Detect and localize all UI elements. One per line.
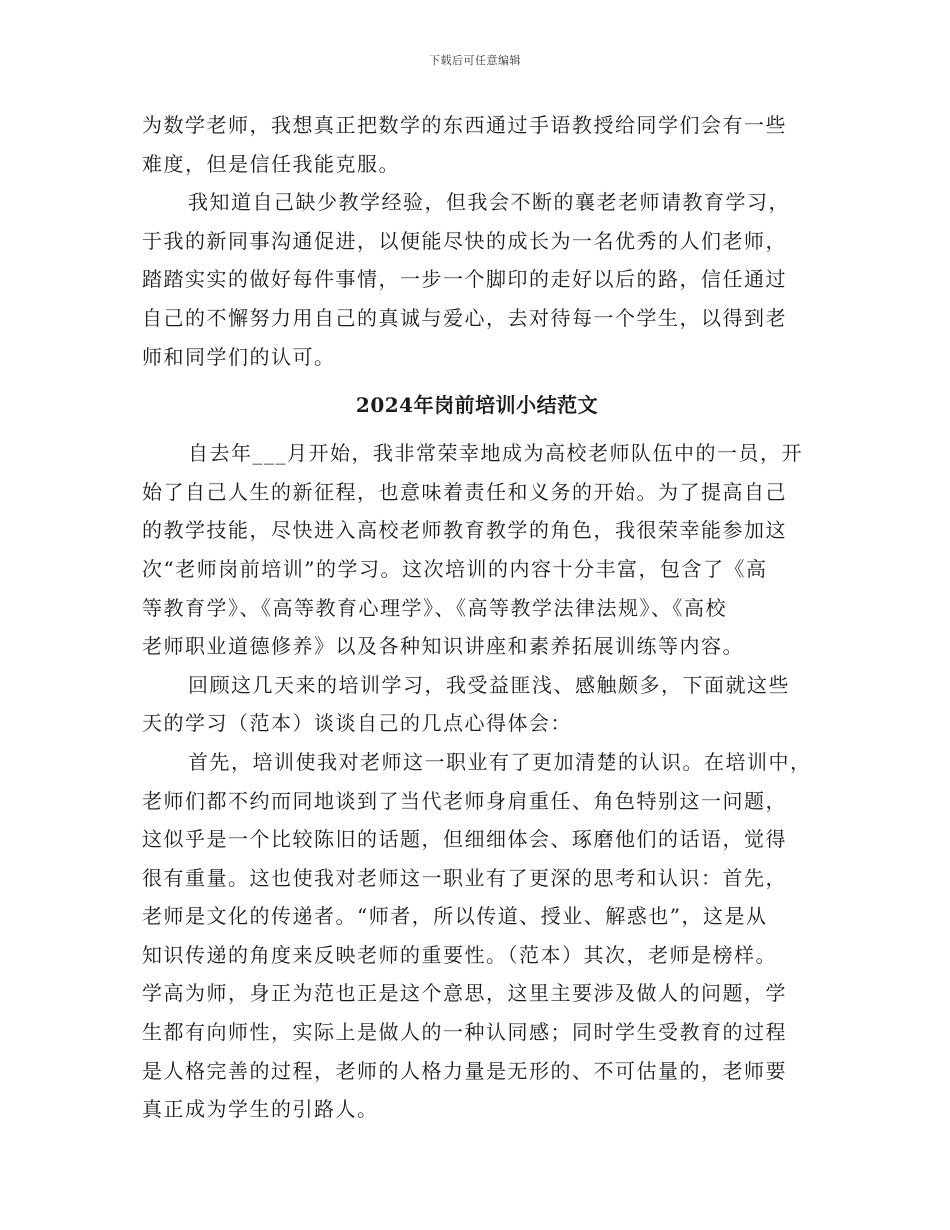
text-line: 次“老师岗前培训”的学习。这次培训的内容十分丰富，包含了《高	[142, 556, 768, 581]
text-line: 首先，培训使我对老师这一职业有了更加清楚的认识。在培训中，	[188, 749, 812, 774]
text-line: 我知道自己缺少教学经验，但我会不断的襄老老师请教育学习，	[188, 190, 790, 215]
text-line: 很有重量。这也使我对老师这一职业有了更深的思考和认识：首先，	[142, 865, 787, 890]
text-line: 于我的新同事沟通促进，以便能尽快的成长为一名优秀的人们老师，	[142, 228, 787, 253]
document-body	[142, 106, 812, 1129]
text-line: 是人格完善的过程，老师的人格力量是无形的、不可估量的，老师要	[142, 1058, 787, 1083]
text-line: 自去年___月开始，我非常荣幸地成为高校老师队伍中的一员，开	[188, 441, 803, 466]
text-line: 为数学老师，我想真正把数学的东西通过手语教授给同学们会有一些	[142, 113, 787, 137]
paragraph	[142, 666, 812, 743]
text-line: 踏踏实实的做好每件事情，一步一个脚印的走好以后的路，信任通过	[142, 267, 787, 292]
text-line: 真正成为学生的引路人。	[142, 1097, 379, 1122]
text-line: 天的学习（范本）谈谈自己的几点心得体会：	[142, 711, 572, 736]
text-line: 自己的不懈努力用自己的真诚与爱心，去对待每一个学生，以得到老	[142, 305, 787, 330]
text-line: 知识传递的角度来反映老师的重要性。（范本）其次，老师是榜样。	[142, 942, 777, 967]
text-line: 难度，但是信任我能克服。	[142, 151, 400, 176]
text-line: 始了自己人生的新征程，也意味着责任和义务的开始。为了提高自己	[142, 479, 787, 504]
text-line: 这似乎是一个比较陈旧的话题，但细细体会、琢磨他们的话语，觉得	[142, 827, 787, 852]
page-header: 下载后可任意编辑	[429, 54, 521, 67]
text-line: 学高为师，身正为范也正是这个意思，这里主要涉及做人的问题，学	[142, 981, 787, 1006]
text-line: 师和同学们的认可。	[142, 344, 336, 369]
paragraph	[142, 183, 812, 376]
text-line: 生都有向师性，实际上是做人的一种认同感；同时学生受教育的过程	[142, 1020, 787, 1045]
text-line: 回顾这几天来的培训学习，我受益匪浅、感触颇多，下面就这些	[188, 672, 790, 697]
text-line: 等教育学》、《高等教育心理学》、《高等教学法律法规》、《高校	[142, 595, 727, 620]
text-line: 老师职业道德修养》以及各种知识讲座和素养拓展训练等内容。	[142, 634, 744, 659]
paragraph	[142, 434, 812, 666]
paragraph-continued	[142, 106, 812, 183]
text-line: 老师们都不约而同地谈到了当代老师身肩重任、角色特别这一问题，	[142, 788, 787, 813]
paragraph	[142, 743, 812, 1129]
text-line: 老师是文化的传递者。“师者，所以传道、授业、解惑也”，这是从	[142, 904, 768, 929]
section-title: 2024年岗前培训小结范文	[355, 393, 599, 418]
text-line: 的教学技能，尽快进入高校老师教育教学的角色，我很荣幸能参加这	[142, 518, 787, 543]
